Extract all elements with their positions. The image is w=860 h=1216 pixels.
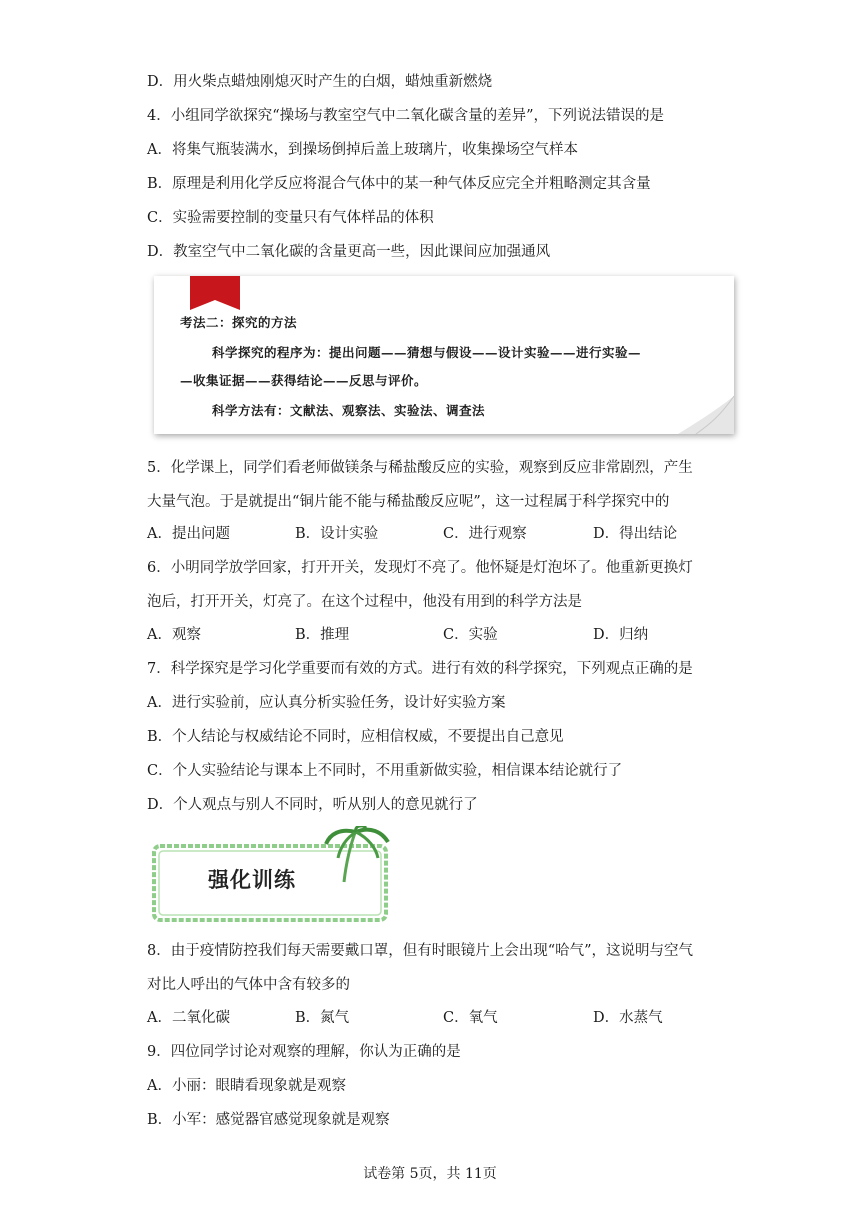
bookmark-ribbon-icon (190, 276, 240, 310)
q4-option-b: B．原理是利用化学反应将混合气体中的某一种气体反应完全并粗略测定其含量 (147, 176, 651, 192)
question-8-line-1: 8．由于疫情防控我们每天需要戴口罩，但有时眼镜片上会出现“哈气”，这说明与空气 (147, 943, 694, 959)
q8-option-c: C．氧气 (443, 1010, 498, 1026)
q6-option-c: C．实验 (443, 627, 498, 643)
q8-option-b: B．氮气 (295, 1010, 350, 1026)
q8-option-a: A．二氧化碳 (147, 1010, 230, 1026)
question-4: 4．小组同学欲探究“操场与教室空气中二氧化碳含量的差异”，下列说法错误的是 (147, 108, 665, 124)
q5-option-a: A．提出问题 (147, 526, 230, 542)
q4-option-a: A．将集气瓶装满水，到操场倒掉后盖上玻璃片，收集操场空气样本 (147, 142, 578, 158)
q9-option-b: B．小军：感觉器官感觉现象就是观察 (147, 1112, 390, 1128)
question-9: 9．四位同学讨论对观察的理解，你认为正确的是 (147, 1044, 461, 1060)
q5-option-d: D．得出结论 (593, 526, 678, 542)
q7-option-b: B．个人结论与权威结论不同时，应相信权威，不要提出自己意见 (147, 729, 564, 745)
q5-option-b: B．设计实验 (295, 526, 379, 542)
question-8-line-2: 对比人呼出的气体中含有较多的 (147, 977, 350, 993)
question-5-line-1: 5．化学课上，同学们看老师做镁条与稀盐酸反应的实验，观察到反应非常剧烈，产生 (147, 460, 693, 476)
q7-option-c: C．个人实验结论与课本上不同时，不用重新做实验，相信课本结论就行了 (147, 763, 623, 779)
card-line-2: —收集证据——获得结论——反思与评价。 (180, 373, 428, 388)
card-line-3: 科学方法有：文献法、观察法、实验法、调查法 (212, 403, 486, 418)
q3-option-d: D．用火柴点蜡烛刚熄灭时产生的白烟，蜡烛重新燃烧 (147, 74, 493, 90)
q4-option-d: D．教室空气中二氧化碳的含量更高一些，因此课间应加强通风 (147, 244, 551, 260)
q7-option-d: D．个人观点与别人不同时，听从别人的意见就行了 (147, 797, 478, 813)
q5-option-c: C．进行观察 (443, 526, 527, 542)
question-5-line-2: 大量气泡。于是就提出“铜片能不能与稀盐酸反应呢”，这一过程属于科学探究中的 (147, 494, 670, 510)
card-heading: 考法二：探究的方法 (180, 315, 298, 330)
q6-option-d: D．归纳 (593, 627, 649, 643)
q7-option-a: A．进行实验前，应认真分析实验任务，设计好实验方案 (147, 695, 506, 711)
question-6-line-1: 6．小明同学放学回家，打开开关，发现灯不亮了。他怀疑是灯泡坏了。他重新更换灯 (147, 560, 693, 576)
training-banner-title: 强化训练 (208, 868, 296, 892)
page-curl-icon (674, 394, 734, 434)
q4-option-c: C．实验需要控制的变量只有气体样品的体积 (147, 210, 434, 226)
page-footer: 试卷第 5页，共 11页 (363, 1166, 497, 1182)
question-7: 7．科学探究是学习化学重要而有效的方式。进行有效的科学探究，下列观点正确的是 (147, 661, 693, 677)
q8-option-d: D．水蒸气 (593, 1010, 663, 1026)
question-6-line-2: 泡后，打开开关，灯亮了。在这个过程中，他没有用到的科学方法是 (147, 594, 582, 610)
q6-option-b: B．推理 (295, 627, 350, 643)
card-line-1: 科学探究的程序为：提出问题——猜想与假设——设计实验——进行实验— (212, 345, 642, 360)
q9-option-a: A．小丽：眼睛看现象就是观察 (147, 1078, 346, 1094)
q6-option-a: A．观察 (147, 627, 201, 643)
method-note-card (154, 276, 734, 434)
